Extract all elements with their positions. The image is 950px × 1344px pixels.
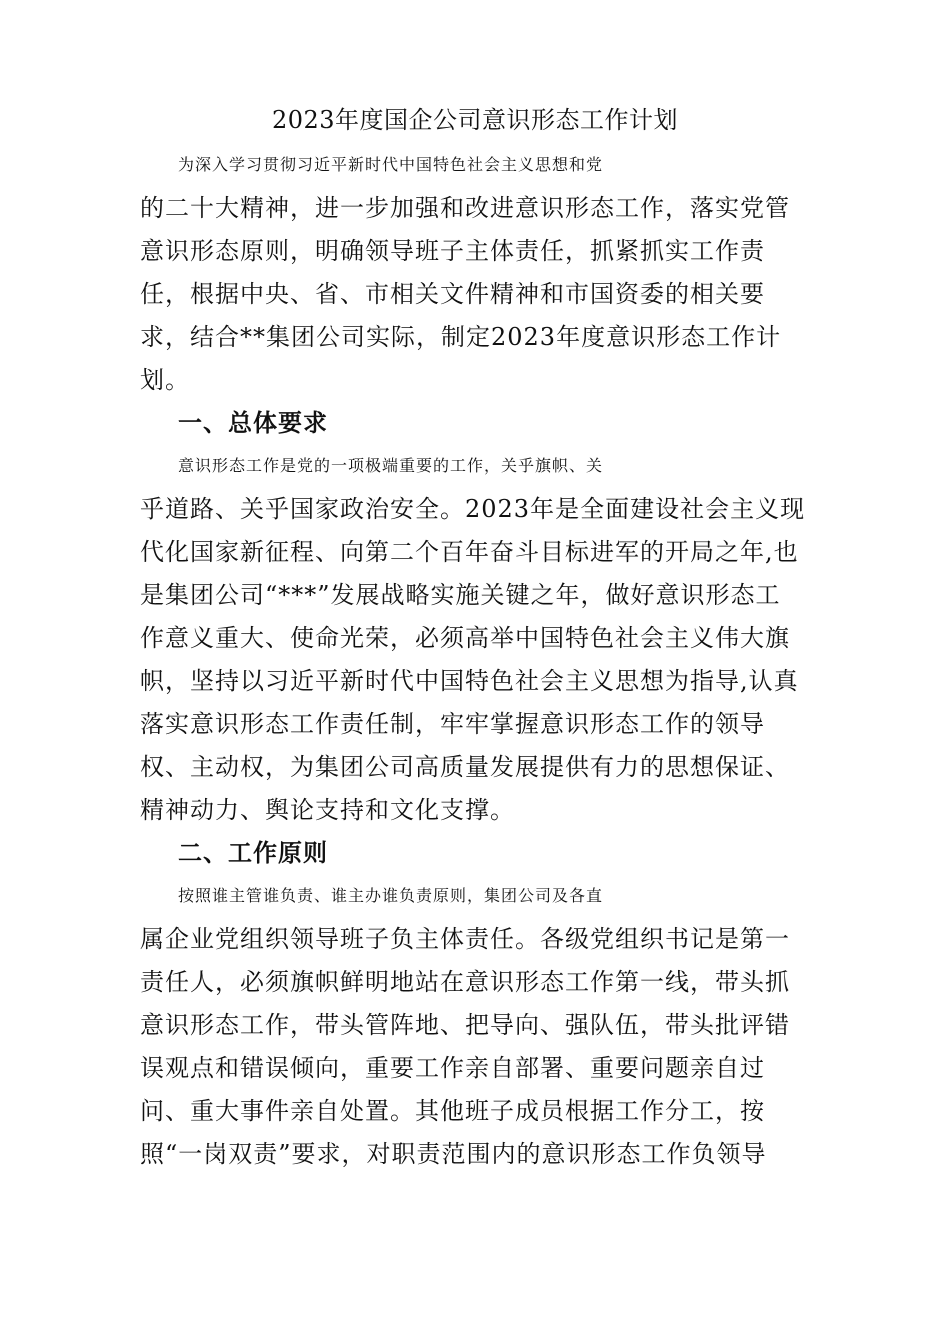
paragraph-line: 问、重大事件亲自处置。其他班子成员根据工作分工，按 bbox=[140, 1097, 765, 1125]
paragraph-line: 代化国家新征程、向第二个百年奋斗目标进军的开局之年,也 bbox=[140, 538, 799, 566]
paragraph-line: 照“一岗双责”要求，对职责范围内的意识形态工作负领导 bbox=[140, 1140, 767, 1168]
section-heading: 二、工作原则 bbox=[178, 838, 328, 867]
paragraph-line: 的二十大精神，进一步加强和改进意识形态工作，落实党管 bbox=[140, 194, 790, 222]
paragraph-line: 意识形态工作，带头管阵地、把导向、强队伍，带头批评错 bbox=[140, 1011, 790, 1039]
section-heading: 一、总体要求 bbox=[178, 408, 328, 437]
paragraph-line: 作意义重大、使命光荣，必须高举中国特色社会主义伟大旗 bbox=[140, 624, 790, 652]
paragraph-line: 任，根据中央、省、市相关文件精神和市国资委的相关要 bbox=[140, 280, 765, 308]
paragraph-line: 是集团公司“***”发展战略实施关键之年，做好意识形态工 bbox=[140, 581, 781, 609]
paragraph-line: 划。 bbox=[140, 366, 190, 394]
paragraph-line: 落实意识形态工作责任制，牢牢掌握意识形态工作的领导 bbox=[140, 710, 765, 738]
paragraph-line: 帜，坚持以习近平新时代中国特色社会主义思想为指导,认真 bbox=[140, 667, 799, 695]
document-title: 2023年度国企公司意识形态工作计划 bbox=[271, 106, 679, 134]
paragraph-line: 责任人，必须旗帜鲜明地站在意识形态工作第一线，带头抓 bbox=[140, 968, 790, 996]
paragraph-line: 权、主动权，为集团公司高质量发展提供有力的思想保证、 bbox=[140, 753, 790, 781]
paragraph-line: 精神动力、舆论支持和文化支撑。 bbox=[140, 796, 515, 824]
paragraph-line: 误观点和错误倾向，重要工作亲自部署、重要问题亲自过 bbox=[140, 1054, 765, 1082]
paragraph-line: 求，结合**集团公司实际，制定2023年度意识形态工作计 bbox=[140, 323, 782, 351]
paragraph-line: 乎道路、关乎国家政治安全。2023年是全面建设社会主义现 bbox=[140, 495, 806, 523]
paragraph-line: 意识形态原则，明确领导班子主体责任，抓紧抓实工作责 bbox=[140, 237, 765, 265]
paragraph-line: 为深入学习贯彻习近平新时代中国特色社会主义思想和党 bbox=[178, 155, 604, 174]
paragraph-line: 属企业党组织领导班子负主体责任。各级党组织书记是第一 bbox=[140, 925, 790, 953]
paragraph-line: 意识形态工作是党的一项极端重要的工作，关乎旗帜、关 bbox=[178, 456, 604, 475]
paragraph-line: 按照谁主管谁负责、谁主办谁负责原则，集团公司及各直 bbox=[178, 886, 604, 905]
